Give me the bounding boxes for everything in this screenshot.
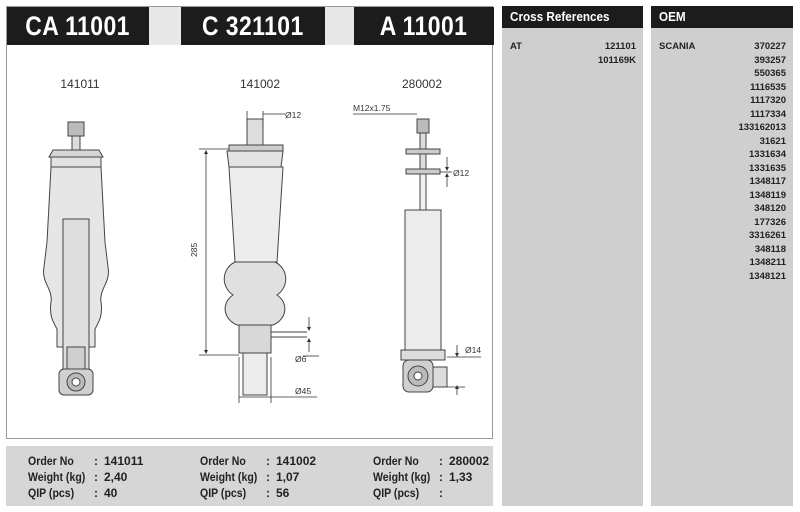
order-value: 141002 [276,454,317,468]
oem-number: 348118 [754,243,786,255]
shock-drawing-3 [401,119,447,392]
cross-references-title: Cross References [510,9,610,24]
order-label: Order No [373,454,419,468]
dim-d14: Ø14 [465,345,482,355]
technical-drawings [7,7,494,440]
shock-drawing-1 [44,122,109,395]
dim-d12-a: Ø12 [285,110,302,120]
oem-number: 1348121 [749,270,786,282]
oem-number: 1348119 [749,189,786,201]
oem-header [651,6,793,28]
part-label-2: 141002 [239,77,281,91]
oem-number: 393257 [754,54,786,66]
oem-number: 550365 [754,68,786,79]
order-info-1: Order No : 141011 Weight (kg) : 2,40 QIP (pcs) : 40 [28,454,144,500]
oem-number: 3316261 [749,230,786,241]
dim-d6: Ø6 [295,354,307,364]
xref-list [598,40,636,67]
qip-label: QIP (pcs) [373,486,420,500]
order-info-2: Order No : 141002 Weight (kg) : 1,07 QIP (pcs) : 56 [200,454,317,500]
part-label-1: 141011 [60,77,100,91]
tab-label: CA 11001 [25,11,131,41]
order-value: 141011 [104,454,144,468]
tab-label: A 11001 [380,11,468,41]
xref-number: 121101 [604,41,636,52]
oem-number: 348120 [754,203,786,214]
oem-title: OEM [659,9,686,24]
order-info-bar [6,446,493,506]
xref-brand: AT [510,41,522,52]
dim-d45: Ø45 [295,386,312,396]
qip-label: QIP (pcs) [200,486,247,500]
tab-label: C 321101 [202,11,304,41]
oem-brand: SCANIA [659,41,696,52]
oem-list [738,40,786,283]
oem-number: 1331634 [749,149,786,160]
weight-label: Weight (kg) [373,470,431,484]
oem-number: 177326 [754,216,786,228]
oem-number: 370227 [754,41,786,52]
oem-panel [651,6,793,506]
order-label: Order No [28,454,74,468]
order-label: Order No [200,454,246,468]
oem-number: 1348117 [749,176,786,187]
qip-value: 40 [104,486,118,500]
qip-value: 56 [276,486,290,500]
weight-value: 2,40 [104,470,128,484]
weight-label: Weight (kg) [200,470,258,484]
product-sheet [6,6,493,439]
oem-number: 133162013 [738,122,786,133]
weight-label: Weight (kg) [28,470,86,484]
oem-number: 1117334 [750,108,786,120]
cross-references-panel [502,6,643,506]
cross-references-header [502,6,643,28]
weight-value: 1,07 [276,470,300,484]
oem-number: 1348211 [749,257,786,268]
order-info-3: Order No : 280002 Weight (kg) : 1,33 QIP (pcs) : [373,454,490,500]
weight-value: 1,33 [449,470,473,484]
dim-d12-b: Ø12 [453,168,470,178]
oem-number: 1331635 [749,162,786,174]
dim-thread: M12x1.75 [353,103,391,113]
dim-285: 285 [189,242,199,257]
order-value: 280002 [449,454,490,468]
part-label-3: 280002 [401,77,443,91]
xref-number: 101169K [597,54,636,66]
oem-number: 1116535 [750,81,786,93]
qip-label: QIP (pcs) [28,486,75,500]
oem-number: 31621 [759,135,786,147]
oem-number: 1117320 [750,95,786,106]
